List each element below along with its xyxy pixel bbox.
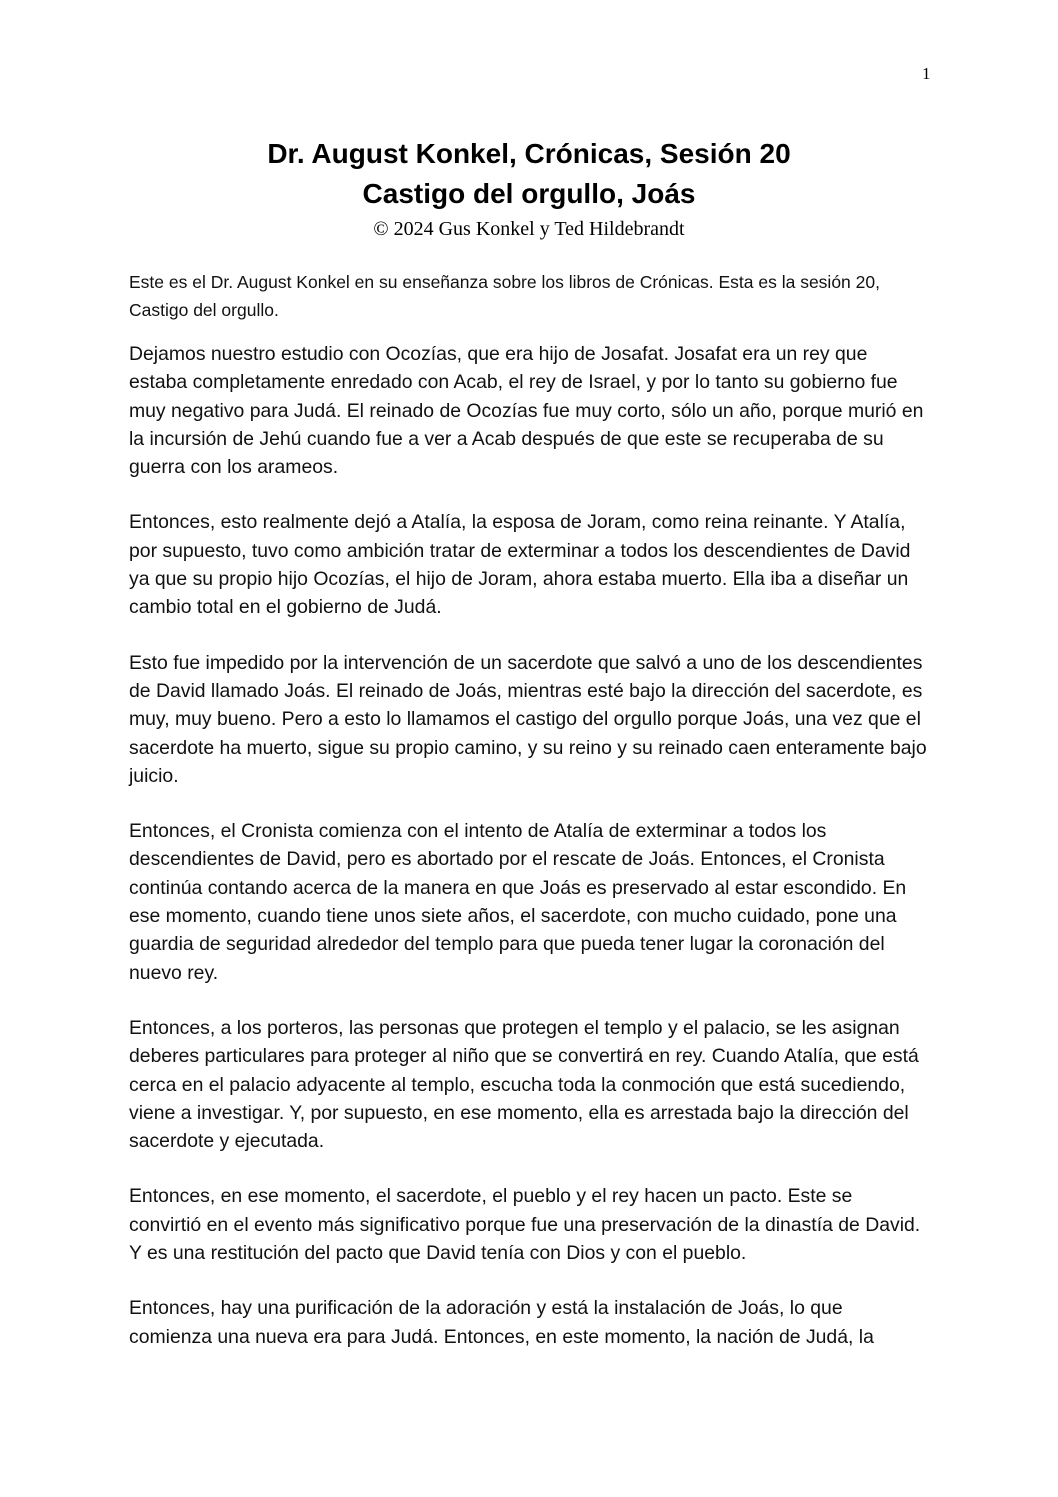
- intro-paragraph: Este es el Dr. August Konkel en su enseñanza sobre los libros de Crónicas. Esta es la sesión 20, Castigo del orgullo.: [129, 272, 880, 320]
- document-body: [129, 268, 929, 1378]
- page-number: 1: [922, 64, 931, 83]
- paragraph: Entonces, el Cronista comienza con el intento de Atalía de exterminar a todos los descendientes de David, pero es abortado por el rescate de Joás. Entonces, el Cronista continúa contando acerca de la manera en que Joás es preservado al estar escondido. En ese momento, cuando tiene unos siete años, el sacerdote, con mucho cuidado, pone una guardia de seguridad alrededor del templo para que pueda tener lugar la coronación del nuevo rey.: [129, 820, 907, 984]
- paragraph: Esto fue impedido por la intervención de un sacerdote que salvó a uno de los descendientes de David llamado Joás. El reinado de Joás, mientras esté bajo la dirección del sacerdote, es muy, muy bueno. Pero a esto lo llamamos el castigo del orgullo porque Joás, una vez que el sacerdote ha muerto, sigue su propio camino, y su reino y su reinado caen enteramente bajo juicio.: [129, 651, 927, 787]
- copyright-notice: © 2024 Gus Konkel y Ted Hildebrandt: [373, 218, 685, 240]
- paragraph: Entonces, en ese momento, el sacerdote, el pueblo y el rey hacen un pacto. Este se convirtió en el evento más significativo porque fue una preservación de la dinastía de David. Y es una restitución del pacto que David tenía con Dios y con el pueblo.: [129, 1185, 921, 1265]
- document-header: [0, 134, 1058, 242]
- document-title: Dr. August Konkel, Crónicas, Sesión 20: [267, 138, 791, 169]
- paragraph: Entonces, a los porteros, las personas que protegen el templo y el palacio, se les asignan deberes particulares para proteger al niño que se convertirá en rey. Cuando Atalía, que está cerca en el palacio adyacente al templo, escucha toda la conmoción que está sucediendo, viene a investigar. Y, por supuesto, en ese momento, ella es arrestada bajo la dirección del sacerdote y ejecutada.: [129, 1016, 919, 1153]
- paragraph: Dejamos nuestro estudio con Ocozías, que era hijo de Josafat. Josafat era un rey que estaba completamente enredado con Acab, el rey de Israel, y por lo tanto su gobierno fue muy negativo para Judá. El reinado de Ocozías fue muy corto, sólo un año, porque murió en la incursión de Jehú cuando fue a ver a Acab después de que este se recuperaba de su guerra con los arameos.: [129, 343, 924, 479]
- paragraph: Entonces, hay una purificación de la adoración y está la instalación de Joás, lo que comienza una nueva era para Judá. Entonces, en este momento, la nación de Judá, la: [129, 1297, 874, 1348]
- paragraph: Entonces, esto realmente dejó a Atalía, la esposa de Joram, como reina reinante. Y Atalía, por supuesto, tuvo como ambición tratar de exterminar a todos los descendientes de David ya que su propio hijo Ocozías, el hijo de Joram, ahora estaba muerto. Ella iba a diseñar un cambio total en el gobierno de Judá.: [129, 511, 911, 619]
- document-subtitle: Castigo del orgullo, Joás: [362, 178, 696, 209]
